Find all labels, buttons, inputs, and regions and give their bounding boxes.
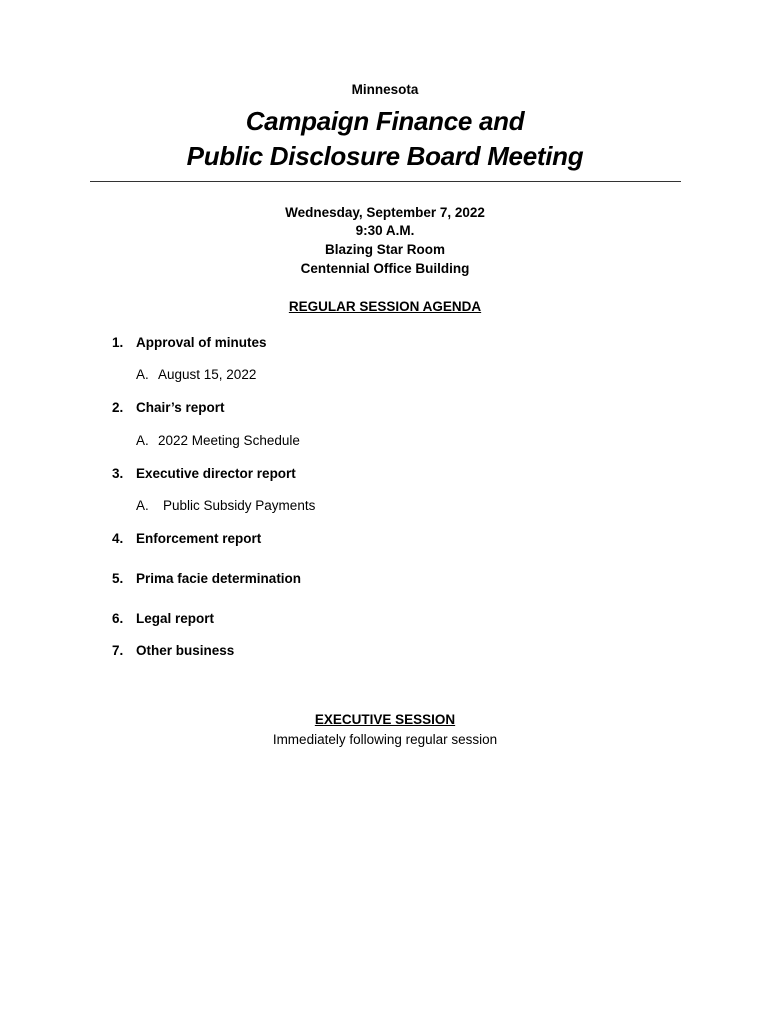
agenda-subitem-letter: A. [136, 433, 149, 448]
agenda-heading-text: REGULAR SESSION AGENDA [288, 299, 482, 314]
agenda-item-number: 7. [112, 643, 124, 658]
agenda-subitem-3a [136, 498, 315, 513]
agenda-item-label: Chair’s report [136, 400, 225, 415]
agenda-item-5 [112, 571, 301, 586]
agenda-subitem-label: Public Subsidy Payments [163, 498, 316, 513]
agenda-item-number: 2. [112, 400, 124, 415]
agenda-heading [0, 299, 770, 314]
executive-session-note: Immediately following regular session [272, 732, 498, 747]
agenda-item-6 [112, 611, 214, 626]
meeting-room: Blazing Star Room [324, 242, 445, 257]
agenda-item-number: 3. [112, 466, 124, 481]
executive-session-heading-text: EXECUTIVE SESSION [314, 712, 456, 727]
agenda-item-2 [112, 400, 225, 415]
agenda-item-number: 1. [112, 335, 124, 350]
agenda-item-label: Prima facie determination [136, 571, 302, 586]
agenda-item-1 [112, 335, 267, 350]
agenda-subitem-letter: A. [136, 367, 149, 382]
agenda-item-label: Executive director report [136, 466, 296, 481]
agenda-subitem-1a [136, 367, 256, 382]
meeting-time: 9:30 A.M. [355, 223, 415, 238]
agenda-item-label: Legal report [136, 611, 215, 626]
agenda-subitem-2a [136, 433, 300, 448]
document-title-line-2: Public Disclosure Board Meeting [186, 141, 584, 171]
agenda-item-label: Enforcement report [136, 531, 262, 546]
agenda-item-label: Approval of minutes [136, 335, 267, 350]
agenda-item-number: 6. [112, 611, 124, 626]
agenda-subitem-label: 2022 Meeting Schedule [158, 433, 300, 448]
state-name: Minnesota [351, 82, 419, 97]
title-divider [90, 181, 681, 182]
agenda-subitem-letter: A. [136, 498, 149, 513]
meeting-date: Wednesday, September 7, 2022 [285, 205, 485, 220]
agenda-item-number: 4. [112, 531, 124, 546]
agenda-item-4 [112, 531, 261, 546]
agenda-subitem-label: August 15, 2022 [158, 367, 257, 382]
agenda-item-3 [112, 466, 296, 481]
document-title-line-1: Campaign Finance and [245, 106, 525, 136]
agenda-item-number: 5. [112, 571, 124, 586]
agenda-item-label: Other business [136, 643, 235, 658]
executive-session-heading [0, 712, 770, 727]
meeting-building: Centennial Office Building [300, 261, 470, 276]
agenda-item-7 [112, 643, 234, 658]
